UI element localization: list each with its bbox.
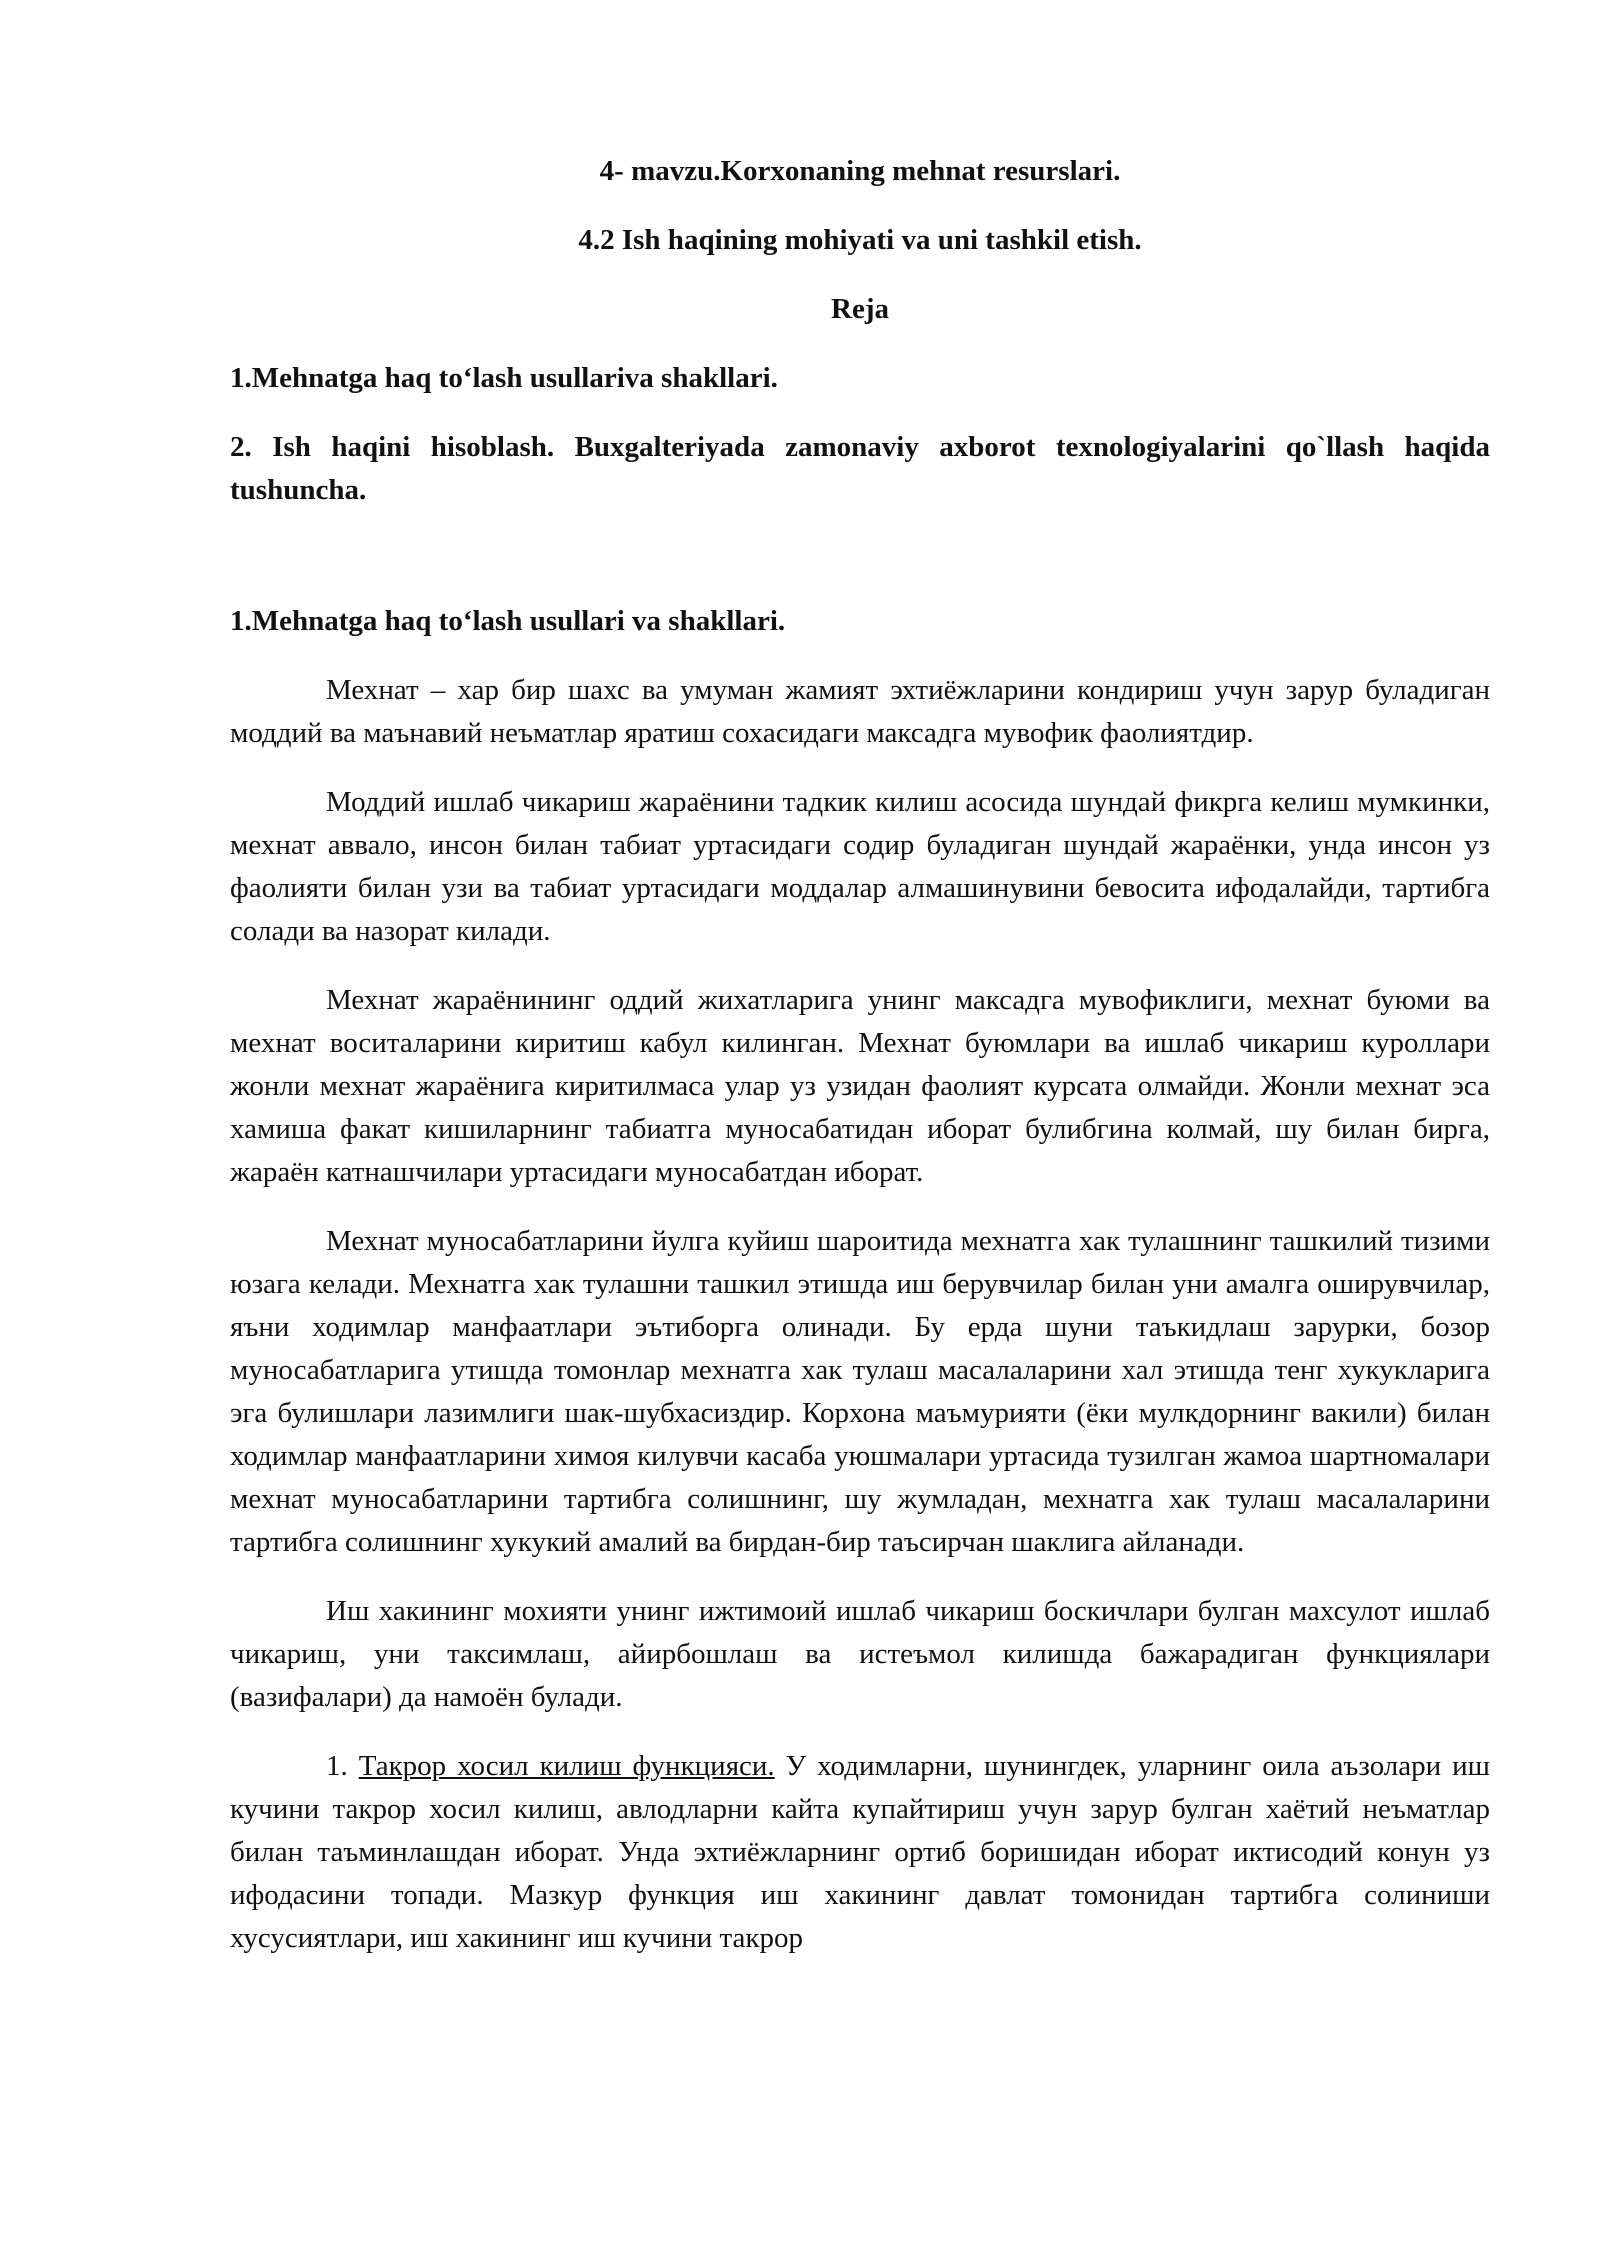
list-item-text: У ходимларни, шунингдек, уларнинг оила аъзолари иш кучини такрор хосил килиш, авлодларни кайта купайтириш учун зарур булган хаётий неъматлар билан таъминлашдан иборат. Унда эхтиёжларнинг ортиб боришидан иборат иктисодий конун уз ифодасини топади. Мазкур функция иш хакининг давлат томонидан тартибга солиниши хусусиятлари, иш хакининг иш кучини такрор (230, 1750, 1490, 1954)
section-heading: 1.Mehnatga haq to‘lash usullari va shakllari. (230, 605, 786, 637)
document-page (230, 150, 1490, 1960)
subtopic-title: 4.2 Ish haqining mohiyati va uni tashkil etish. (578, 224, 1142, 256)
paragraph-3: Мехнат жараёнининг оддий жихатларига унинг максадга мувофиклиги, мехнат буюми ва мехнат воситаларини киритиш кабул килинган. Мехнат буюмлари ва ишлаб чикариш куроллари жонли мехнат жараёнига киритилмаса улар уз узидан фаолият курсата олмайди. Жонли мехнат эса хамиша факат кишиларнинг табиатга муносабатидан иборат булибгина колмай, шу билан бирга, жараён катнашчилари уртасидаги муносабатдан иборат. (230, 984, 1490, 1188)
plan-item-1: 1.Mehnatga haq to‘lash usullariva shakllari. (230, 362, 778, 394)
list-item-number: 1. (326, 1750, 348, 1782)
plan-item-2: 2. Ish haqini hisoblash. Buxgalteriyada zamonaviy axborot texnologiyalarini qo`llash haqida tushuncha. (230, 431, 1490, 506)
list-item-underlined-title: Такрор хосил килиш функцияси. (358, 1750, 775, 1782)
topic-title: 4- mavzu.Korxonaning mehnat resurslari. (599, 155, 1121, 187)
paragraph-1: Мехнат – хар бир шахс ва умуман жамият эхтиёжларини кондириш учун зарур буладиган моддий ва маънавий неъматлар яратиш сохасидаги максадга мувофик фаолиятдир. (230, 674, 1490, 749)
paragraph-4: Мехнат муносабатларини йулга куйиш шароитида мехнатга хак тулашнинг ташкилий тизими юзага келади. Мехнатга хак тулашни ташкил этишда иш берувчилар билан уни амалга оширувчилар, яъни ходимлар манфаатлари эътиборга олинади. Бу ерда шуни таъкидлаш зарурки, бозор муносабатларига утишда томонлар мехнатга хак тулаш масалаларини хал этишда тенг хукукларига эга булишлари лазимлиги шак-шубхасиздир. Корхона маъмурияти (ёки мулкдорнинг вакили) билан ходимлар манфаатларини химоя килувчи касаба уюшмалари уртасида тузилган жамоа шартномалари мехнат муносабатларини тартибга солишнинг, шу жумладан, мехнатга хак тулаш масалаларини тартибга солишнинг хукукий амалий ва бирдан-бир таъсирчан шаклига айланади. (230, 1225, 1490, 1558)
plan-heading: Reja (831, 293, 889, 325)
paragraph-2: Моддий ишлаб чикариш жараёнини тадкик килиш асосида шундай фикрга келиш мумкинки, мехнат аввало, инсон билан табиат уртасидаги содир буладиган шундай жараёнки, унда инсон уз фаолияти билан узи ва табиат уртасидаги моддалар алмашинувини бевосита ифодалайди, тартибга солади ва назорат килади. (230, 786, 1490, 947)
paragraph-5: Иш хакининг мохияти унинг ижтимоий ишлаб чикариш боскичлари булган махсулот ишлаб чикариш, уни таксимлаш, айирбошлаш ва истеъмол килишда бажарадиган функциялари (вазифалари) да намоён булади. (230, 1595, 1490, 1713)
list-item-1 (230, 1745, 1490, 1960)
